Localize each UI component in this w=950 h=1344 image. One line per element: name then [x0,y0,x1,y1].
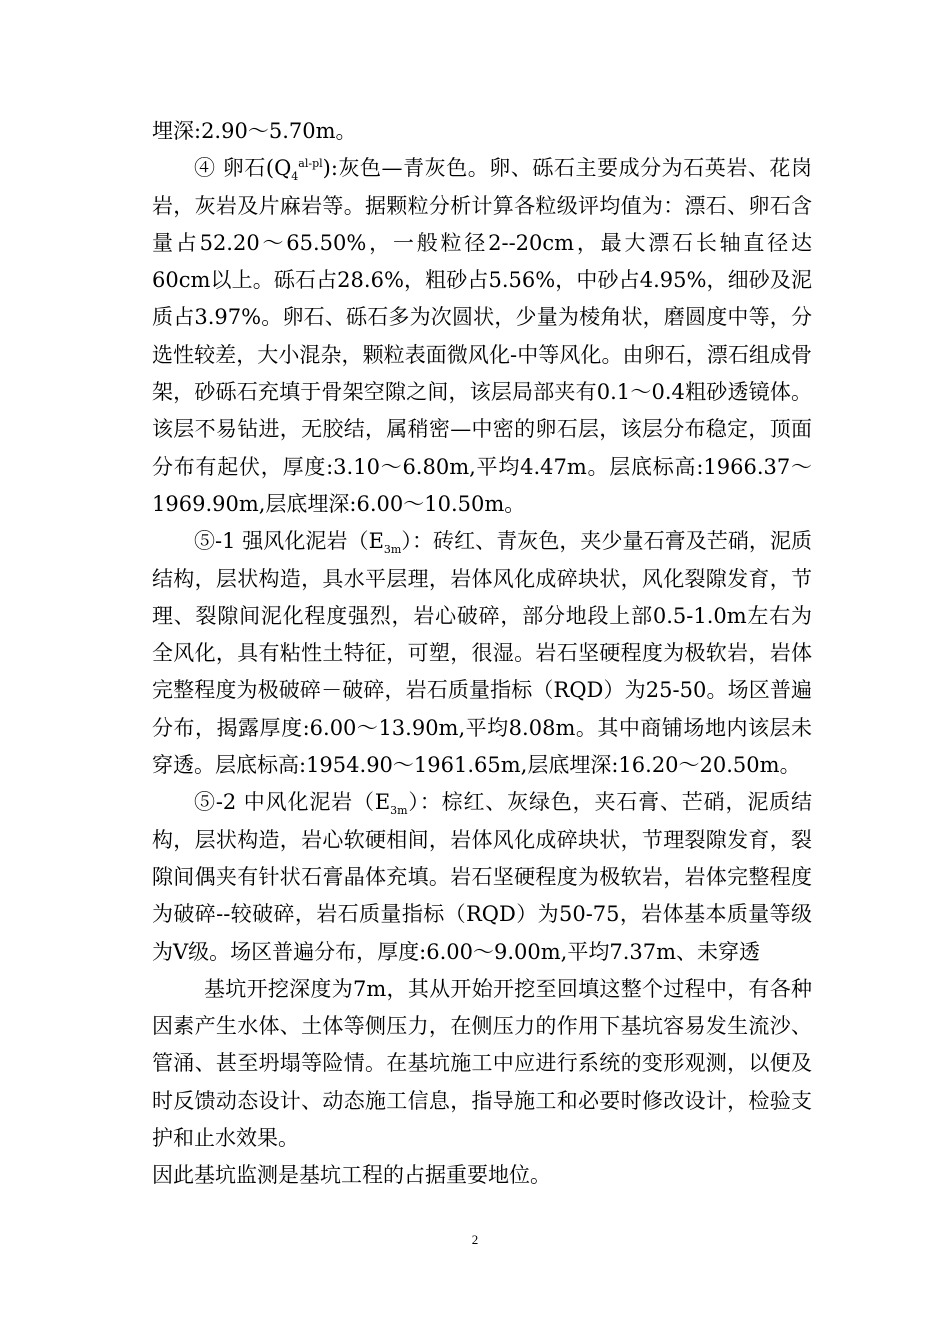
paragraph-conclusion [152,1157,812,1194]
paragraph-moderately-weathered-mudstone [152,784,812,970]
body-text [152,113,812,1195]
paragraph-text: ):灰色—青灰色。卵、砾石主要成分为石英岩、花岗岩，灰岩及片麻岩等。据颗粒分析计算各粒级评均值为：漂石、卵石含量占52.20～65.50%，一般粒径2--20cm，最大漂石长轴直径达60cm以上。砾石占28.6%，粗砂占5.56%，中砂占4.95%，细砂及泥质占3.97%。卵石、砾石多为次圆状，少量为棱角状，磨圆度中等，分选性较差，大小混杂，颗粒表面微风化-中等风化。由卵石，漂石组成骨架，砂砾石充填于骨架空隙之间，该层局部夹有0.1～0.4粗砂透镜体。该层不易钻进，无胶结，属稍密—中密的卵石层，该层分布稳定，顶面分布有起伏，厚度:3.10～6.80m,平均4.47m。层底标高:1966.37～1969.90m,层底埋深:6.00～10.50m。 [152,156,812,516]
subscript: 3m [383,543,402,557]
page-number: 2 [471,1232,479,1247]
layer-heading: ⑤-1 强风化泥岩（E [194,529,384,554]
paragraph-strongly-weathered-mudstone [152,523,812,784]
paragraph-text: ）：砖红、青灰色，夹少量石膏及芒硝，泥质结构，层状构造，具水平层理，岩体风化成碎块状，风化裂隙发育，节理、裂隙间泥化程度强烈，岩心破碎，部分地段上部0.5-1.0m左右为全风化，具有粘性土特征，可塑，很湿。岩石坚硬程度为极软岩，岩体完整程度为极破碎－破碎，岩石质量指标（RQD）为25-50。场区普遍分布，揭露厚度:6.00～13.90m,平均8.08m。其中商铺场地内该层未穿透。层底标高:1954.90～1961.65m,层底埋深:16.20～20.50m。 [152,529,812,778]
layer-heading: ⑤-2 中风化泥岩（E [194,790,391,815]
superscript: al-pl [298,157,323,171]
paragraph-text: 基坑开挖深度为7m，其从开始开挖至回填这整个过程中，有各种因素产生水体、土体等侧压力，在侧压力的作用下基坑容易发生流沙、管涌、甚至坍塌等险情。在基坑施工中应进行系统的变形观测，以便及时反馈动态设计、动态施工信息，指导施工和必要时修改设计，检验支护和止水效果。 [152,976,812,1151]
paragraph-burial-depth [152,113,812,150]
layer-heading: ④ 卵石(Q [194,156,292,181]
paragraph-cobble-layer [152,150,812,523]
subscript: 3m [390,804,408,818]
subscript: 4 [291,170,299,184]
paragraph-text: ）：棕红、灰绿色，夹石膏、芒硝，泥质结构，层状构造，岩心软硬相间，岩体风化成碎块状，节理裂隙发育，裂隙间偶夹有针状石膏晶体充填。岩石坚硬程度为极软岩，岩体完整程度为破碎--较破碎，岩石质量指标（RQD）为50-75，岩体基本质量等级为Ⅴ级。场区普遍分布，厚度:6.00～9.00m,平均7.37m、未穿透 [152,790,812,964]
paragraph-text: 因此基坑监测是基坑工程的占据重要地位。 [152,1163,551,1188]
paragraph-text: 埋深:2.90～5.70m。 [152,119,357,143]
paragraph-excavation [152,971,812,1157]
